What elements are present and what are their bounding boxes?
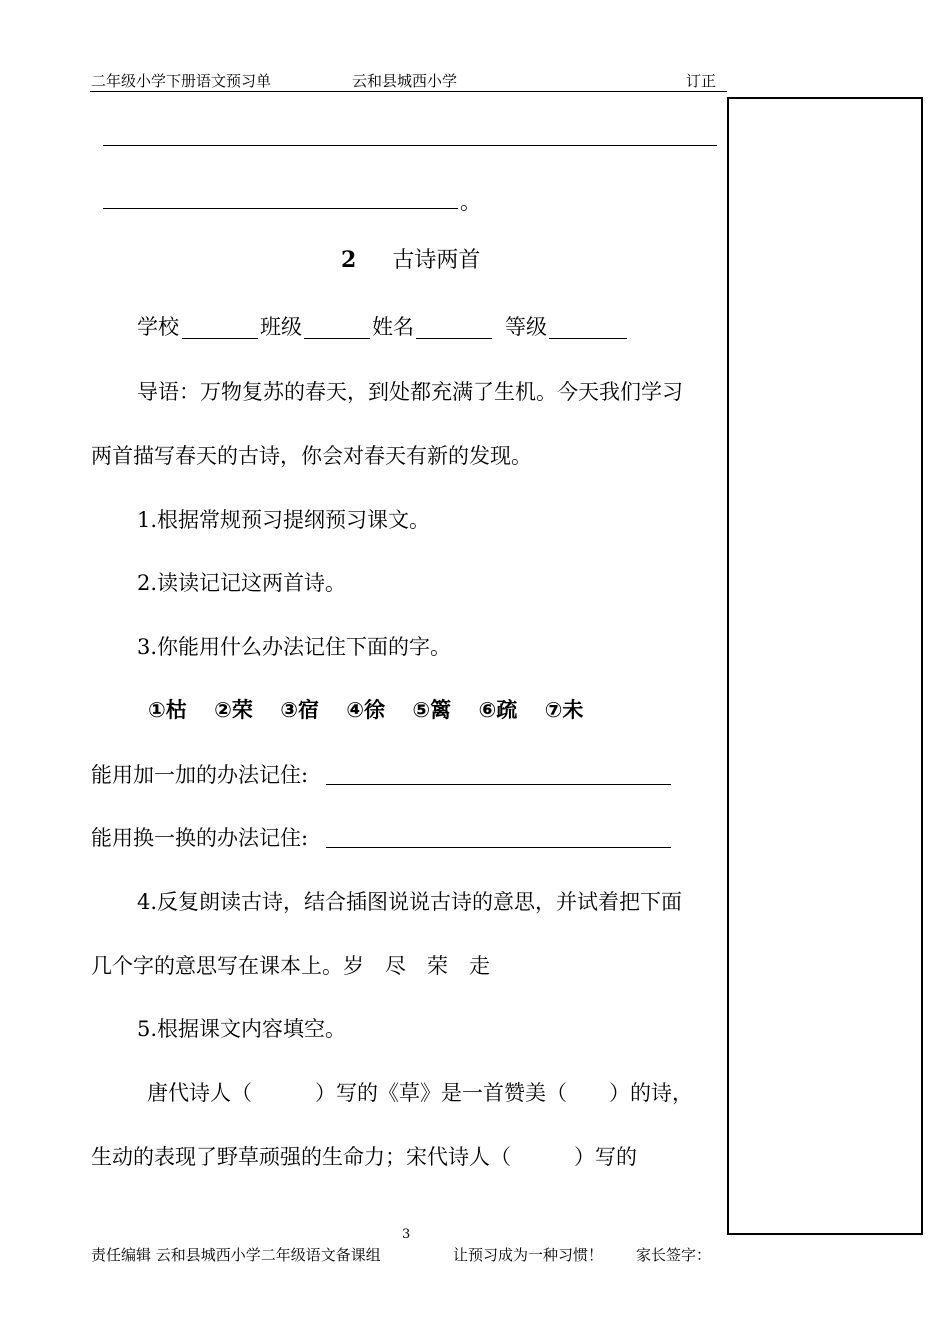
item-2: 2.读读记记这两首诗。 [137,571,347,595]
correction-box[interactable] [727,97,923,1235]
header-correction-label: 订正 [686,72,717,90]
char-5: ⑤篱 [412,698,452,722]
field-school-input[interactable] [182,338,258,339]
answer-line-2[interactable] [103,208,458,209]
footer-slogan: 让预习成为一种习惯！ [453,1246,604,1264]
intro-line-1: 导语：万物复苏的春天，到处都充满了生机。今天我们学习 [137,380,683,404]
item-1: 1.根据常规预习提纲预习课文。 [137,508,431,532]
char-2: ②荣 [214,698,253,722]
fill-blank-line-1: 唐代诗人（ ）写的《草》是一首赞美（ ）的诗， [147,1081,693,1105]
field-grade-input[interactable] [549,338,627,339]
intro-line-2: 两首描写春天的古诗，你会对春天有新的发现。 [91,444,532,468]
char-3: ③宿 [280,698,319,722]
header-title: 二年级小学下册语文预习单 [91,72,272,90]
item-4-line-1: 4.反复朗读古诗，结合插图说说古诗的意思，并试着把下面 [137,890,683,914]
lesson-title [341,243,480,274]
answer-line-1[interactable] [103,145,717,146]
char-6: ⑥疏 [478,698,518,722]
lesson-number: 2 [341,247,357,273]
field-class-input[interactable] [304,338,370,339]
char-1: ①枯 [148,698,187,722]
footer-parent-signature: 家长签字： [636,1246,712,1264]
character-list [148,694,603,724]
add-method-answer-line[interactable] [326,784,671,785]
item-4-line-2: 几个字的意思写在课本上。岁 尽 荣 走 [91,954,490,978]
swap-method-label: 能用换一换的办法记住: [91,826,309,850]
field-school-label: 学校 [137,315,179,339]
page-number: 3 [402,1227,411,1242]
lesson-name: 古诗两首 [392,248,481,273]
char-7: ⑦未 [544,698,584,722]
header-rule [90,91,727,92]
field-class-label: 班级 [260,315,302,339]
field-name-label: 姓名 [372,315,414,339]
footer-editor: 责任编辑 云和县城西小学二年级语文备课组 [91,1246,381,1264]
header-school: 云和县城西小学 [352,72,458,90]
field-grade-label: 等级 [505,315,547,339]
field-name-input[interactable] [416,338,492,339]
char-4: ④徐 [346,698,386,722]
item-3: 3.你能用什么办法记住下面的字。 [137,635,452,659]
answer-end-mark: 。 [460,190,481,214]
item-5: 5.根据课文内容填空。 [137,1017,347,1041]
swap-method-answer-line[interactable] [326,847,671,848]
fill-blank-line-2: 生动的表现了野草顽强的生命力；宋代诗人（ ）写的 [91,1145,637,1169]
add-method-label: 能用加一加的办法记住: [91,763,309,787]
